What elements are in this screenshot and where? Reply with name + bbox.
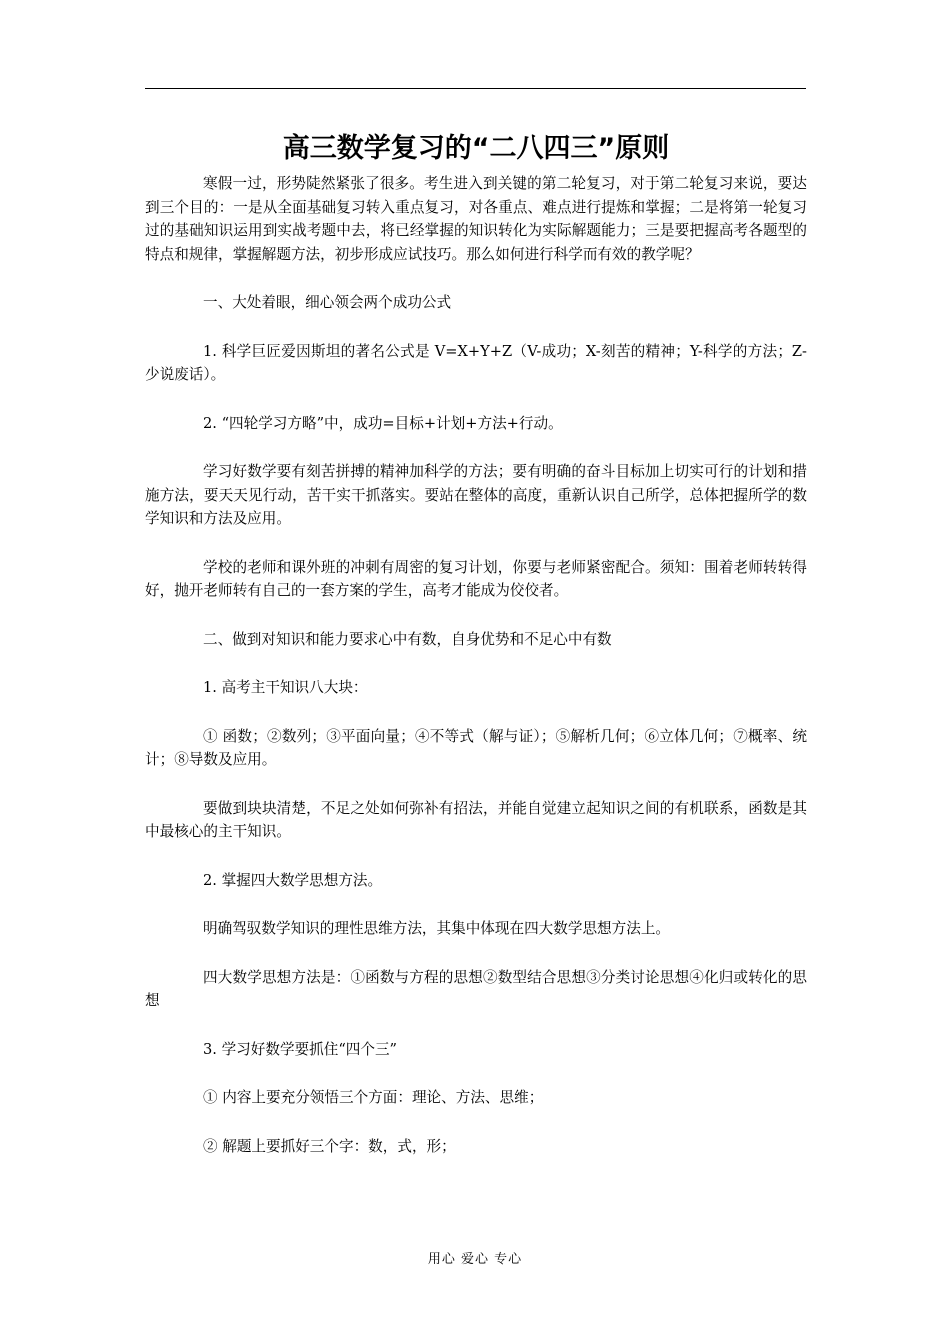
section2-point2: ② 解题上要抓好三个字：数，式，形；: [203, 1137, 456, 1155]
section1-heading: 一、大处着眼，细心领会两个成功公式: [203, 294, 452, 311]
section1-paragraph1: 学习好数学要有刻苦拼搏的精神加科学的方法；要有明确的奋斗目标加上切实可行的计划和措施方法，要天天见行动，苦干实干抓落实。要站在整体的高度，重新认识自己所学，总体把握所学的数学知识和方法及应用。: [145, 463, 807, 527]
section1-item2: 2. “四轮学习方略”中，成功=目标+计划+方法+行动。: [203, 414, 563, 432]
section2-item3: 3. 学习好数学要抓住“四个三”: [203, 1040, 398, 1058]
knowledge-blocks-list: ① 函数；②数列；③平面向量；④不等式（解与证）；⑤解析几何；⑥立体几何；⑦概率、统计；⑧导数及应用。: [145, 727, 807, 768]
page-footer: 用心 爱心 专心: [427, 1252, 523, 1267]
section2-paragraph2: 明确驾驭数学知识的理性思维方法，其集中体现在四大数学思想方法上。: [203, 920, 671, 937]
section1-paragraph2: 学校的老师和课外班的冲刺有周密的复习计划，你要与老师紧密配合。须知：围着老师转转得好，抛开老师转有自己的一套方案的学生，高考才能成为佼佼者。: [145, 558, 807, 599]
section2-paragraph1: 要做到块块清楚，不足之处如何弥补有招法，并能自觉建立起知识之间的有机联系，函数是其中最核心的主干知识。: [145, 799, 807, 840]
section2-paragraph3: 四大数学思想方法是：①函数与方程的思想②数型结合思想③分类讨论思想④化归或转化的思想: [145, 968, 807, 1009]
section1-item1: 1. 科学巨匠爱因斯坦的著名公式是 V=X+Y+Z（V-成功；X-刻苦的精神；Y-科学的方法；Z-少说废话）。: [145, 342, 807, 383]
header-rule: [145, 88, 806, 89]
document-title: 高三数学复习的“二八四三”原则: [282, 133, 670, 164]
section2-item1: 1. 高考主干知识八大块：: [203, 679, 368, 696]
section2-heading: 二、做到对知识和能力要求心中有数，自身优势和不足心中有数: [203, 630, 612, 648]
section2-point1: ① 内容上要充分领悟三个方面：理论、方法、思维；: [203, 1089, 544, 1106]
section2-item2: 2. 掌握四大数学思想方法。: [203, 871, 383, 889]
document-body: [145, 130, 807, 1158]
intro-paragraph: 寒假一过，形势陡然紧张了很多。考生进入到关键的第二轮复习，对于第二轮复习来说，要达到三个目的：一是从全面基础复习转入重点复习，对各重点、难点进行提炼和掌握；二是将第一轮复习过的基础知识运用到实战考题中去，将已经掌握的知识转化为实际解题能力；三是要把握高考各题型的特点和规律，掌握解题方法，初步形成应试技巧。那么如何进行科学而有效的教学呢？: [145, 175, 807, 263]
